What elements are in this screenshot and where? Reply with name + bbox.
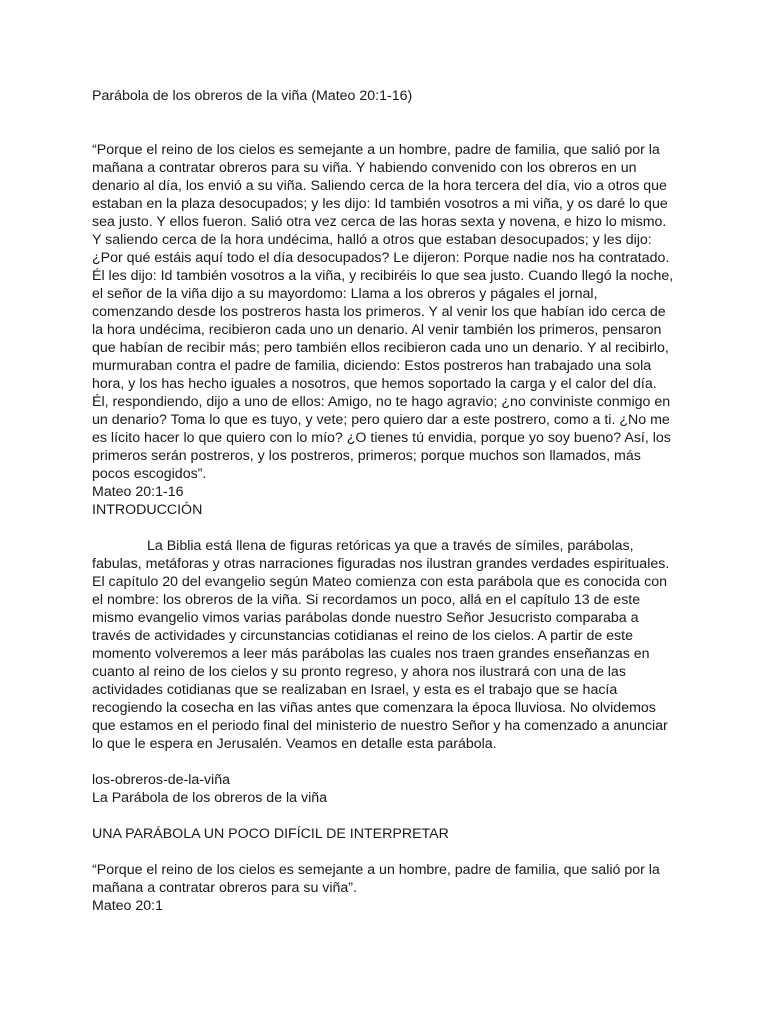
- intro-paragraph: [92, 537, 692, 753]
- intro-line: que estamos en el periodo final del ministerio de nuestro Señor y ha comenzado a anunciar: [92, 718, 668, 734]
- quote-line: el señor de la viña dijo a su mayordomo: Llama a los obreros y págales el jornal,: [92, 286, 598, 302]
- intro-line: cuanto al reino de los cielos y su pronto regreso, y ahora nos ilustrará con una de las: [92, 664, 626, 680]
- second-quote-reference: Mateo 20:1: [92, 898, 163, 914]
- quote-line: mañana a contratar obreros para su viña. Y habiendo convenido con los obreros en un: [92, 160, 637, 176]
- intro-line: lo que le espera en Jerusalén. Veamos en detalle esta parábola.: [92, 736, 497, 752]
- quote-line: murmuraban contra el padre de familia, diciendo: Estos postreros han trabajado una sola: [92, 358, 652, 374]
- image-caption: La Parábola de los obreros de la viña: [92, 790, 328, 806]
- intro-line: fabulas, metáforas y otras narraciones figuradas nos ilustran grandes verdades espirituales.: [92, 556, 670, 572]
- intro-heading: INTRODUCCIÓN: [92, 502, 203, 518]
- quote-line: Él les dijo: Id también vosotros a la viña, y recibiréis lo que sea justo. Cuando llegó la noche,: [92, 268, 674, 284]
- quote-line: “Porque el reino de los cielos es semejante a un hombre, padre de familia, que salió por la: [92, 142, 660, 158]
- intro-line: El capítulo 20 del evangelio según Mateo comienza con esta parábola que es conocida con: [92, 574, 667, 590]
- quote-line: denario al día, los envió a su viña. Saliendo cerca de la hora tercera del día, vio a otros que: [92, 178, 667, 194]
- quote-line: la hora undécima, recibieron cada uno un denario. Al venir también los primeros, pensaron: [92, 322, 662, 338]
- quote-line: un denario? Toma lo que es tuyo, y vete; pero quiero dar a este postrero, como a ti. ¿No me: [92, 412, 670, 428]
- quote-line: sea justo. Y ellos fueron. Salió otra vez cerca de las horas sexta y novena, e hizo lo mismo.: [92, 214, 667, 230]
- quote-line: Y saliendo cerca de la hora undécima, halló a otros que estaban desocupados; y les dijo:: [92, 232, 652, 248]
- intro-line: recogiendo la cosecha en las viñas antes que comenzara la época lluviosa. No olvidemos: [92, 700, 656, 716]
- quote-line: estaban en la plaza desocupados; y les dijo: Id también vosotros a mi viña, y os daré lo que: [92, 196, 668, 212]
- intro-line: momento volveremos a leer más parábolas las cuales nos traen grandes enseñanzas en: [92, 646, 650, 662]
- intro-line: el nombre: los obreros de la viña. Si recordamos un poco, allá en el capítulo 13 de este: [92, 592, 641, 608]
- intro-line: través de actividades y circunstancias cotidianas el reino de los cielos. A partir de este: [92, 628, 633, 644]
- quote-line: “Porque el reino de los cielos es semejante a un hombre, padre de familia, que salió por la: [92, 862, 660, 878]
- intro-line: La Biblia está llena de figuras retóricas ya que a través de símiles, parábolas,: [147, 538, 634, 554]
- intro-line: mismo evangelio vimos varias parábolas donde nuestro Señor Jesucristo comparaba a: [92, 610, 639, 626]
- quote-line: pocos escogidos”.: [92, 466, 207, 482]
- image-alt-text: los-obreros-de-la-viña: [92, 772, 230, 788]
- document-title: Parábola de los obreros de la viña (Mateo 20:1-16): [92, 88, 413, 104]
- document-page: [92, 87, 692, 915]
- quote-reference: Mateo 20:1-16: [92, 484, 184, 500]
- second-quote-block: [92, 861, 692, 897]
- quote-line: comenzando desde los postreros hasta los primeros. Y al venir los que habían ido cerca de: [92, 304, 666, 320]
- quote-line: ¿Por qué estáis aquí todo el día desocupados? Le dijeron: Porque nadie nos ha contratado.: [92, 250, 670, 266]
- quote-line: Él, respondiendo, dijo a uno de ellos: Amigo, no te hago agravio; ¿no conviniste conmigo en: [92, 394, 671, 410]
- intro-line: actividades cotidianas que se realizaban en Israel, y esta es el trabajo que se hacía: [92, 682, 618, 698]
- quote-block: [92, 141, 692, 483]
- quote-line: es lícito hacer lo que quiero con lo mío? ¿O tienes tú envidia, porque yo soy bueno? Así, los: [92, 430, 671, 446]
- section-heading: UNA PARÁBOLA UN POCO DIFÍCIL DE INTERPRETAR: [92, 826, 449, 842]
- quote-line: primeros serán postreros, y los postreros, primeros; porque muchos son llamados, más: [92, 448, 641, 464]
- quote-line: mañana a contratar obreros para su viña”.: [92, 880, 357, 896]
- quote-line: hora, y los has hecho iguales a nosotros, que hemos soportado la carga y el calor del día.: [92, 376, 657, 392]
- quote-line: que habían de recibir más; pero también ellos recibieron cada uno un denario. Y al recibirlo,: [92, 340, 669, 356]
